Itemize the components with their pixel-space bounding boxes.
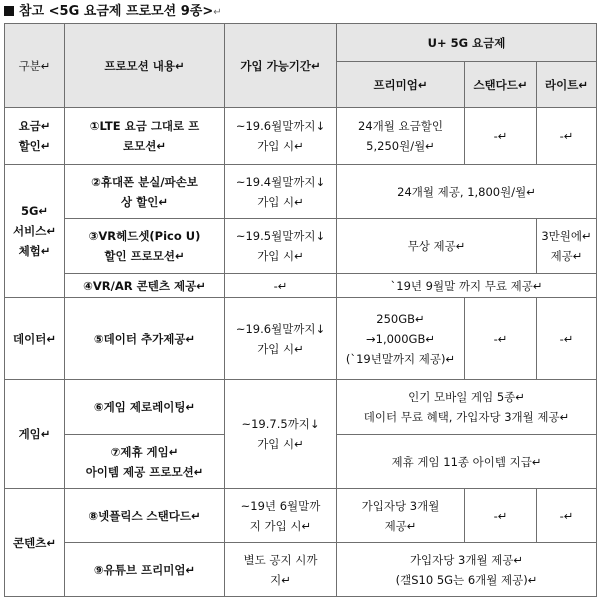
promo-youtube: ⑨유튜브 프리미엄↵ [65,543,225,597]
promo-vr-headset: ③VR헤드셋(Pico U) 할인 프로모션↵ [65,219,225,274]
promo-game-zero-rating: ⑥게임 제로레이팅↵ [65,380,225,435]
promo-netflix: ⑧넷플릭스 스탠다드↵ [65,489,225,543]
period-youtube: 별도 공지 시까 지↵ [225,543,337,597]
light-lte: -↵ [537,108,597,165]
period-vr-headset: ~19.5월말까지↓ 가입 시↵ [225,219,337,274]
category-data: 데이터↵ [5,298,65,380]
benefit-game-zero-rating: 인기 모바일 게임 5종↵ 데이터 무료 혜택, 가입자당 3개월 제공↵ [337,380,597,435]
light-netflix: -↵ [537,489,597,543]
promo-vr-ar-content: ④VR/AR 콘텐츠 제공↵ [65,274,225,298]
benefit-phone-insurance: 24개월 제공, 1,800원/월↵ [337,165,597,219]
benefit-youtube: 가입자당 3개월 제공↵ (갤S10 5G는 6개월 제공)↵ [337,543,597,597]
category-fee: 요금↵ 할인↵ [5,108,65,165]
light-vr-headset: 3만원에↵ 제공↵ [537,219,597,274]
title-text: 참고 <5G 요금제 프로모션 9종> [19,4,214,19]
premium-netflix: 가입자당 3개월 제공↵ [337,489,465,543]
period-lte: ~19.6월말까지↓ 가입 시↵ [225,108,337,165]
period-data-extra: ~19.6월말까지↓ 가입 시↵ [225,298,337,380]
header-promotion: 프로모션 내용↵ [65,24,225,108]
period-vr-ar-content: -↵ [225,274,337,298]
period-netflix: ~19년 6월말까 지 가입 시↵ [225,489,337,543]
header-period: 가입 가능기간↵ [225,24,337,108]
page-title [4,2,222,22]
square-bullet-icon [4,6,14,16]
standard-lte: -↵ [465,108,537,165]
header-light: 라이트↵ [537,62,597,108]
category-contents: 콘텐츠↵ [5,489,65,597]
benefit-game-items: 제휴 게임 11종 아이템 지급↵ [337,435,597,489]
promo-lte: ①LTE 요금 그대로 프 로모션↵ [65,108,225,165]
standard-data-extra: -↵ [465,298,537,380]
category-5g-service: 5G↵ 서비스↵ 체험↵ [5,165,65,298]
header-premium: 프리미엄↵ [337,62,465,108]
light-data-extra: -↵ [537,298,597,380]
premium-lte: 24개월 요금할인 5,250원/월↵ [337,108,465,165]
header-category: 구분↵ [5,24,65,108]
benefit-vr-ar-content: `19년 9월말 까지 무료 제공↵ [337,274,597,298]
promo-data-extra: ⑤데이터 추가제공↵ [65,298,225,380]
header-standard: 스탠다드↵ [465,62,537,108]
category-game: 게임↵ [5,380,65,489]
promo-phone-insurance: ②휴대폰 분실/파손보 상 할인↵ [65,165,225,219]
benefit-vr-headset: 무상 제공↵ [337,219,537,274]
standard-netflix: -↵ [465,489,537,543]
promo-game-items: ⑦제휴 게임↵ 아이템 제공 프로모션↵ [65,435,225,489]
return-mark: ↵ [213,7,222,18]
header-plan-group: U+ 5G 요금제 [337,24,597,62]
premium-data-extra: 250GB↵ →1,000GB↵ (`19년말까지 제공)↵ [337,298,465,380]
period-game: ~19.7.5까지↓ 가입 시↵ [225,380,337,489]
period-phone-insurance: ~19.4월말까지↓ 가입 시↵ [225,165,337,219]
promotion-table [4,23,597,597]
